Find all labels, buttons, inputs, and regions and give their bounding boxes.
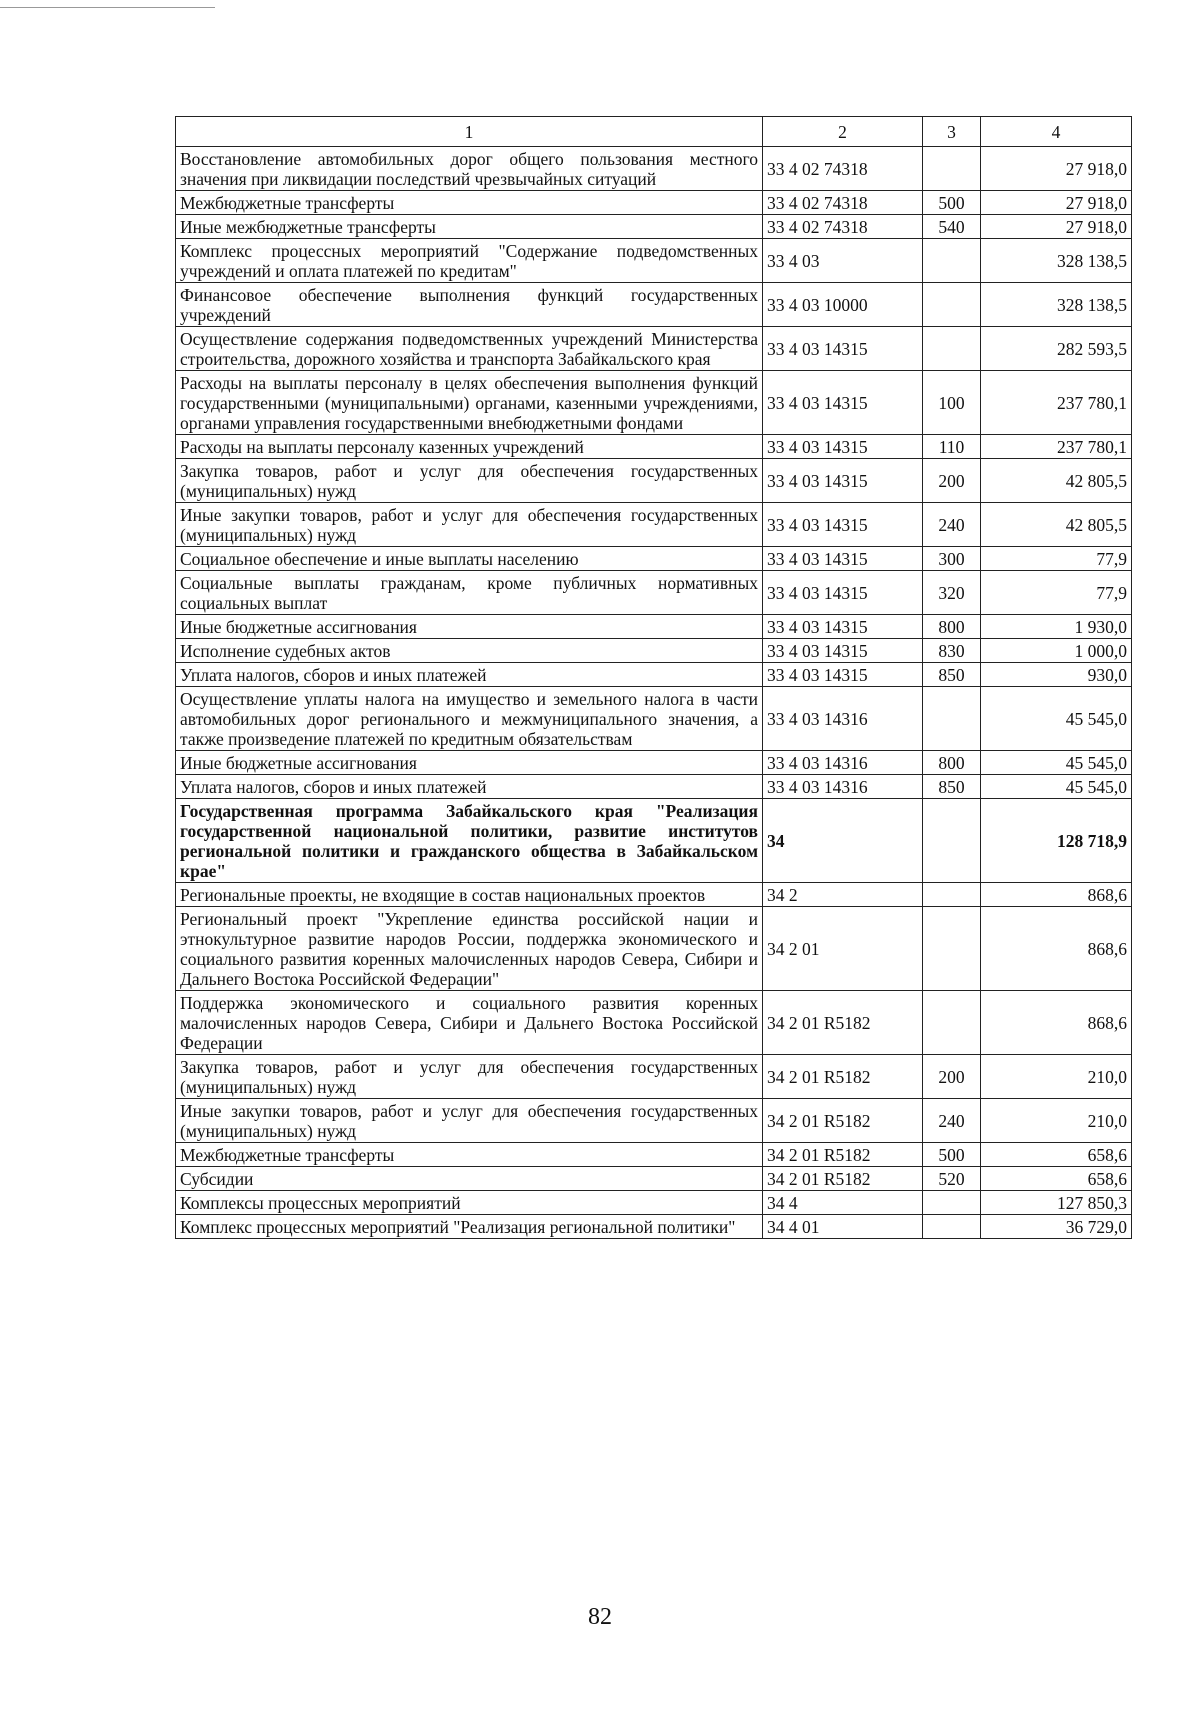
row-name-cell: Восстановление автомобильных дорог общего пользования местного значения при ликвидации последствий чрезвычайных ситуаций [176, 147, 763, 191]
row-code-cell: 34 [763, 799, 923, 883]
top-edge-line [0, 7, 215, 8]
table-row [176, 547, 1132, 571]
row-amount-cell: 237 780,1 [981, 435, 1132, 459]
row-name-cell: Комплекс процессных мероприятий "Реализация региональной политики" [176, 1215, 763, 1239]
row-amount-cell: 45 545,0 [981, 687, 1132, 751]
row-name-cell: Иные бюджетные ассигнования [176, 615, 763, 639]
header-col-1: 1 [176, 117, 763, 147]
row-amount-cell: 328 138,5 [981, 283, 1132, 327]
row-expense-type-cell: 200 [923, 1055, 981, 1099]
row-code-cell: 33 4 03 14315 [763, 663, 923, 687]
row-amount-cell: 77,9 [981, 547, 1132, 571]
row-name-cell: Региональный проект "Укрепление единства российской нации и этнокультурное развитие народов России, поддержка экономического и социального развития коренных малочисленных народов Севера, Сибири и Дальнего Востока Российской Федерации" [176, 907, 763, 991]
table-row [176, 663, 1132, 687]
table-row [176, 799, 1132, 883]
row-amount-cell: 27 918,0 [981, 191, 1132, 215]
table-row [176, 371, 1132, 435]
row-expense-type-cell: 200 [923, 459, 981, 503]
row-expense-type-cell: 240 [923, 1099, 981, 1143]
table-row [176, 459, 1132, 503]
row-code-cell: 33 4 03 14315 [763, 571, 923, 615]
row-name-cell: Социальное обеспечение и иные выплаты населению [176, 547, 763, 571]
row-code-cell: 33 4 03 14315 [763, 639, 923, 663]
row-code-cell: 33 4 03 14316 [763, 687, 923, 751]
row-code-cell: 33 4 03 14315 [763, 503, 923, 547]
row-name-cell: Субсидии [176, 1167, 763, 1191]
table-row [176, 639, 1132, 663]
row-amount-cell: 127 850,3 [981, 1191, 1132, 1215]
row-expense-type-cell: 500 [923, 191, 981, 215]
row-amount-cell: 868,6 [981, 883, 1132, 907]
row-code-cell: 33 4 03 14315 [763, 615, 923, 639]
row-amount-cell: 36 729,0 [981, 1215, 1132, 1239]
row-amount-cell: 658,6 [981, 1143, 1132, 1167]
row-name-cell: Комплексы процессных мероприятий [176, 1191, 763, 1215]
row-code-cell: 34 2 [763, 883, 923, 907]
row-expense-type-cell: 850 [923, 775, 981, 799]
table-row [176, 503, 1132, 547]
row-expense-type-cell [923, 799, 981, 883]
row-amount-cell: 1 930,0 [981, 615, 1132, 639]
row-code-cell: 34 2 01 R5182 [763, 1143, 923, 1167]
table-row [176, 1215, 1132, 1239]
row-expense-type-cell: 110 [923, 435, 981, 459]
table-row [176, 751, 1132, 775]
row-expense-type-cell: 800 [923, 615, 981, 639]
row-name-cell: Иные бюджетные ассигнования [176, 751, 763, 775]
row-amount-cell: 27 918,0 [981, 147, 1132, 191]
row-amount-cell: 27 918,0 [981, 215, 1132, 239]
row-amount-cell: 77,9 [981, 571, 1132, 615]
row-expense-type-cell [923, 907, 981, 991]
row-expense-type-cell: 540 [923, 215, 981, 239]
row-amount-cell: 45 545,0 [981, 751, 1132, 775]
row-name-cell: Расходы на выплаты персоналу казенных учреждений [176, 435, 763, 459]
row-code-cell: 33 4 02 74318 [763, 215, 923, 239]
row-code-cell: 33 4 03 [763, 239, 923, 283]
table-row [176, 147, 1132, 191]
row-code-cell: 33 4 02 74318 [763, 147, 923, 191]
table-row [176, 571, 1132, 615]
table-row [176, 883, 1132, 907]
row-code-cell: 33 4 03 14315 [763, 435, 923, 459]
table-row [176, 239, 1132, 283]
row-code-cell: 33 4 03 14315 [763, 459, 923, 503]
header-col-3: 3 [923, 117, 981, 147]
table-row [176, 687, 1132, 751]
row-expense-type-cell: 300 [923, 547, 981, 571]
row-code-cell: 33 4 03 14315 [763, 327, 923, 371]
row-code-cell: 34 2 01 [763, 907, 923, 991]
row-code-cell: 34 2 01 R5182 [763, 1167, 923, 1191]
row-code-cell: 34 2 01 R5182 [763, 991, 923, 1055]
table-row [176, 615, 1132, 639]
row-expense-type-cell [923, 991, 981, 1055]
row-expense-type-cell: 800 [923, 751, 981, 775]
table-row [176, 1055, 1132, 1099]
row-name-cell: Иные закупки товаров, работ и услуг для обеспечения государственных (муниципальных) нужд [176, 1099, 763, 1143]
row-name-cell: Иные межбюджетные трансферты [176, 215, 763, 239]
table-row [176, 1191, 1132, 1215]
row-code-cell: 33 4 03 14316 [763, 751, 923, 775]
row-code-cell: 34 2 01 R5182 [763, 1099, 923, 1143]
row-amount-cell: 128 718,9 [981, 799, 1132, 883]
row-expense-type-cell: 830 [923, 639, 981, 663]
table-row [176, 1099, 1132, 1143]
table-row [176, 775, 1132, 799]
row-name-cell: Расходы на выплаты персоналу в целях обеспечения выполнения функций государственными (муниципальными) органами, казенными учреждениями, органами управления государственными внебюджетными фондами [176, 371, 763, 435]
row-amount-cell: 282 593,5 [981, 327, 1132, 371]
row-code-cell: 33 4 03 10000 [763, 283, 923, 327]
row-name-cell: Закупка товаров, работ и услуг для обеспечения государственных (муниципальных) нужд [176, 1055, 763, 1099]
row-code-cell: 34 2 01 R5182 [763, 1055, 923, 1099]
row-name-cell: Комплекс процессных мероприятий "Содержание подведомственных учреждений и оплата платежей по кредитам" [176, 239, 763, 283]
row-expense-type-cell [923, 883, 981, 907]
table-row [176, 1143, 1132, 1167]
table-row [176, 435, 1132, 459]
row-amount-cell: 868,6 [981, 907, 1132, 991]
budget-table [175, 116, 1132, 1239]
table-row [176, 327, 1132, 371]
table-row [176, 907, 1132, 991]
row-name-cell: Уплата налогов, сборов и иных платежей [176, 775, 763, 799]
table-row [176, 191, 1132, 215]
row-amount-cell: 658,6 [981, 1167, 1132, 1191]
row-name-cell: Поддержка экономического и социального развития коренных малочисленных народов Севера, Сибири и Дальнего Востока Российской Федерации [176, 991, 763, 1055]
table-row [176, 283, 1132, 327]
table-row [176, 1167, 1132, 1191]
row-amount-cell: 328 138,5 [981, 239, 1132, 283]
row-name-cell: Финансовое обеспечение выполнения функций государственных учреждений [176, 283, 763, 327]
table-row [176, 991, 1132, 1055]
row-name-cell: Региональные проекты, не входящие в состав национальных проектов [176, 883, 763, 907]
row-amount-cell: 210,0 [981, 1055, 1132, 1099]
row-name-cell: Осуществление содержания подведомственных учреждений Министерства строительства, дорожного хозяйства и транспорта Забайкальского края [176, 327, 763, 371]
row-expense-type-cell: 500 [923, 1143, 981, 1167]
header-col-4: 4 [981, 117, 1132, 147]
row-expense-type-cell [923, 147, 981, 191]
row-name-cell: Межбюджетные трансферты [176, 1143, 763, 1167]
row-expense-type-cell [923, 687, 981, 751]
row-amount-cell: 237 780,1 [981, 371, 1132, 435]
row-amount-cell: 930,0 [981, 663, 1132, 687]
row-name-cell: Государственная программа Забайкальского края "Реализация государственной национальной политики, развитие институтов региональной политики и гражданского общества в Забайкальском крае" [176, 799, 763, 883]
row-name-cell: Межбюджетные трансферты [176, 191, 763, 215]
row-expense-type-cell [923, 327, 981, 371]
row-expense-type-cell: 100 [923, 371, 981, 435]
row-amount-cell: 45 545,0 [981, 775, 1132, 799]
page-number: 82 [588, 1604, 612, 1630]
table-body [176, 147, 1132, 1239]
row-amount-cell: 210,0 [981, 1099, 1132, 1143]
row-expense-type-cell: 320 [923, 571, 981, 615]
row-expense-type-cell [923, 1215, 981, 1239]
row-name-cell: Социальные выплаты гражданам, кроме публичных нормативных социальных выплат [176, 571, 763, 615]
row-code-cell: 33 4 03 14316 [763, 775, 923, 799]
row-name-cell: Иные закупки товаров, работ и услуг для обеспечения государственных (муниципальных) нужд [176, 503, 763, 547]
row-amount-cell: 1 000,0 [981, 639, 1132, 663]
row-amount-cell: 42 805,5 [981, 459, 1132, 503]
row-code-cell: 33 4 03 14315 [763, 547, 923, 571]
row-expense-type-cell: 240 [923, 503, 981, 547]
row-expense-type-cell [923, 239, 981, 283]
row-code-cell: 33 4 02 74318 [763, 191, 923, 215]
row-expense-type-cell: 520 [923, 1167, 981, 1191]
row-code-cell: 33 4 03 14315 [763, 371, 923, 435]
table-header-row [176, 117, 1132, 147]
row-code-cell: 34 4 [763, 1191, 923, 1215]
row-amount-cell: 868,6 [981, 991, 1132, 1055]
row-name-cell: Закупка товаров, работ и услуг для обеспечения государственных (муниципальных) нужд [176, 459, 763, 503]
row-expense-type-cell: 850 [923, 663, 981, 687]
row-name-cell: Уплата налогов, сборов и иных платежей [176, 663, 763, 687]
row-expense-type-cell [923, 283, 981, 327]
table-row [176, 215, 1132, 239]
row-name-cell: Осуществление уплаты налога на имущество и земельного налога в части автомобильных дорог регионального и межмуниципального значения, а также произведение платежей по кредитным обязательствам [176, 687, 763, 751]
row-code-cell: 34 4 01 [763, 1215, 923, 1239]
row-amount-cell: 42 805,5 [981, 503, 1132, 547]
header-col-2: 2 [763, 117, 923, 147]
row-name-cell: Исполнение судебных актов [176, 639, 763, 663]
row-expense-type-cell [923, 1191, 981, 1215]
